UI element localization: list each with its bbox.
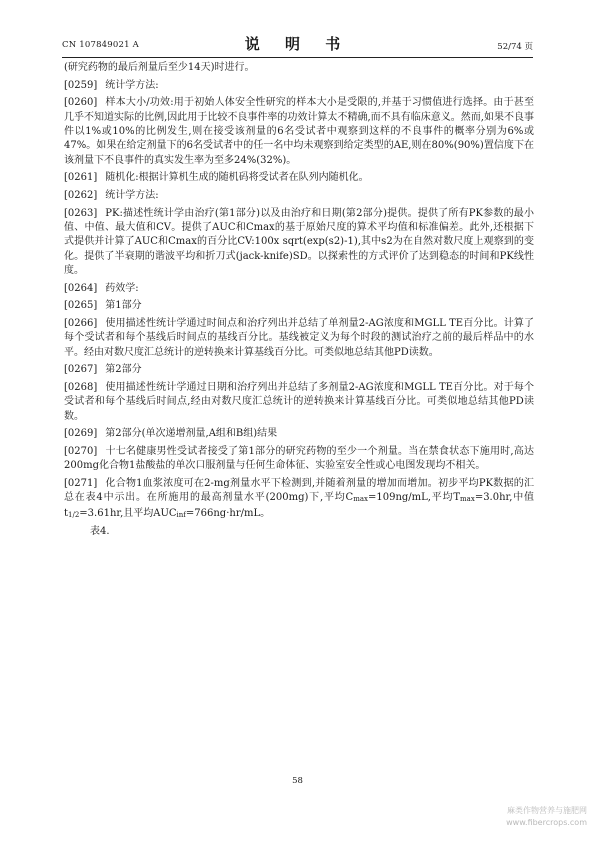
paragraph-text: 使用描述性统计学通过日期和治疗列出并总结了多剂量2-AG浓度和MGLL TE百分比。对于每个受试者和每个基线后时间点,经由对数尺度汇总统计的逆转换来计算基线百分比。可类似地总结其他PD读数。 — [64, 382, 534, 422]
paragraph-text: 第1部分 — [105, 300, 142, 312]
paragraph-number: [0264] — [64, 282, 98, 294]
paragraph-number: [0259] — [64, 79, 98, 91]
paragraph-number: [0261] — [64, 172, 98, 184]
paragraph-number: [0266] — [64, 318, 98, 329]
document-type-title: 说 明 书 — [244, 35, 351, 53]
paragraph — [64, 445, 534, 474]
paragraph — [64, 381, 534, 424]
paragraph-number: [0263] — [64, 207, 98, 219]
paragraph-text: =766ng·hr/mL。 — [185, 507, 271, 519]
paragraph — [64, 171, 534, 185]
paragraph-text: 随机化:根据计算机生成的随机码将受试者在队列内随机化。 — [105, 172, 369, 184]
paragraph — [64, 427, 534, 441]
subscript: inf — [176, 510, 186, 519]
paragraph — [64, 317, 534, 360]
paragraph-number: [0267] — [64, 364, 98, 376]
paragraph-0271 — [64, 477, 534, 522]
watermark-site-name: 麻类作物营养与施肥网 — [507, 806, 587, 815]
document-body — [64, 61, 534, 543]
page-number: 58 — [292, 776, 303, 786]
paragraph — [64, 61, 534, 75]
paragraph-number: [0260] — [64, 97, 98, 109]
header-rule — [62, 57, 533, 58]
watermark — [506, 805, 587, 829]
paragraph-number: [0269] — [64, 428, 98, 440]
page-header — [62, 32, 533, 56]
paragraph-text: 药效学: — [105, 282, 139, 294]
paragraph-text: 样本大小/功效:用于初始人体安全性研究的样本大小是受限的,并基于习惯值进行选择。由于甚至几乎不知道实际的比例,因此用于比较不良事件率的功效计算太不精确,而不具有临床意义。然而,如果不良事件以1%或10%的比例发生,则在接受该剂量的6名受试者中观察到这样的不良事件的概率分别为6%或47%。如果在给定剂量下的6名受试者中的任一名中均未观察到给定类型的AE,则在80%(90%)置信度下在该剂量下不良事件的真实发生率为至多24%(32%)。 — [64, 97, 534, 166]
paragraph — [64, 207, 534, 279]
paragraph-number: [0265] — [64, 300, 98, 312]
paragraph-text: =3.61hr,且平均AUC — [79, 507, 177, 519]
paragraph — [64, 299, 534, 313]
paragraph-text: 十七名健康男性受试者接受了第1部分的研究药物的至少一个剂量。当在禁食状态下施用时,高达200mg化合物1盐酸盐的单次口服剂量与任何生命体征、实验室安全性或心电图发现均不相关。 — [64, 446, 534, 472]
paragraph — [64, 363, 534, 377]
paragraph-text: 第2部分 — [105, 364, 142, 376]
paragraph-text: 统计学方法: — [105, 79, 159, 91]
paragraph-text: =109ng/mL,平均T — [367, 492, 461, 504]
paragraph-text: PK:描述性统计学由治疗(第1部分)以及由治疗和日期(第2部分)提供。提供了所有PK参数的最小值、中值、最大值和CV。提供了AUC和Cmax的基于原始尺度的算术平均值和标准偏差。此外,还根据下式提供并计算了AUC和Cmax的百分比CV:100x sqrt(exp(s2)-1),其中s2为在自然对数尺度上观察到的变化。提供了半衰期的谐波平均和折刀式(jack-knife)SD。以探索性的方式评价了达到稳态的时间和PK线性度。 — [64, 207, 534, 277]
paragraph-number: [0271] — [64, 478, 98, 489]
watermark-url: www.fibercrops.com — [506, 818, 587, 827]
paragraph — [64, 282, 534, 296]
subscript: 1/2 — [68, 510, 80, 519]
patent-number: CN 107849021 A — [62, 40, 139, 50]
paragraph — [64, 79, 534, 93]
paragraph — [64, 96, 534, 168]
paragraph-text: 化合物1血浆浓度可在2-mg剂量水平下检测到,并随着剂量的增加而增加。初步平均PK数据的汇总在表4中示出。在所施用的最高剂量水平(200mg)下,平均C — [64, 478, 534, 504]
paragraph-text: 统计学方法: — [105, 190, 159, 201]
paragraph-number: [0262] — [64, 190, 98, 201]
subscript: max — [460, 495, 475, 504]
page-indicator: 52/74 页 — [497, 42, 533, 52]
paragraph-text: (研究药物的最后剂量后至少14天)时进行。 — [64, 62, 255, 73]
paragraph-text: =3.0hr,中值t — [64, 492, 534, 519]
table-caption: 表4. — [90, 526, 110, 538]
paragraph-text: 第2部分(单次递增剂量,A组和B组)结果 — [105, 428, 278, 440]
subscript: max — [353, 495, 368, 504]
paragraph — [64, 189, 534, 203]
paragraph-text: 使用描述性统计学通过时间点和治疗列出并总结了单剂量2-AG浓度和MGLL TE百分比。计算了每个受试者和每个基线后时间点的基线百分比。基线被定义为每个时段的测试治疗之前的最后样品中的水平。经由对数尺度汇总统计的逆转换来计算基线百分比。可类似地总结其他PD读数。 — [64, 318, 534, 358]
paragraph-number: [0270] — [64, 446, 98, 457]
paragraph-number: [0268] — [64, 382, 98, 393]
